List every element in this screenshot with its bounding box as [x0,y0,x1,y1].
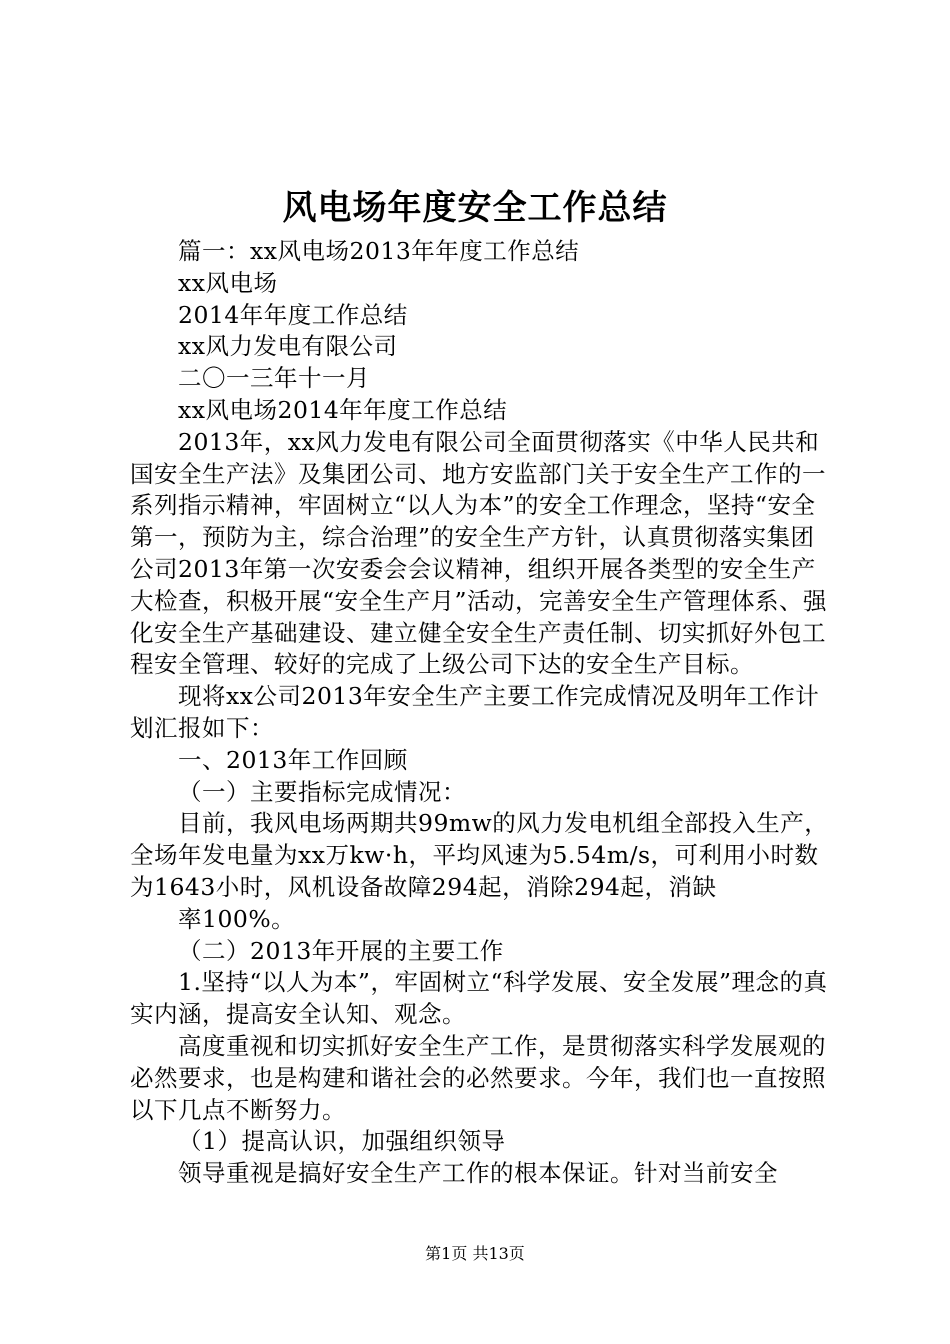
paragraph-cover-company: xx风力发电有限公司 [178,332,398,361]
page-footer: 第1页 共13页 [425,1244,525,1263]
paragraph-leadership: 领导重视是搞好安全生产工作的根本保证。针对当前安全 [178,1159,778,1188]
paragraph-cover-title: 2014年年度工作总结 [178,300,408,329]
paragraph-report-intro: 现将xx公司2013年安全生产主要工作完成情况及明年工作计划汇报如下： [130,682,820,742]
paragraph-subtitle: xx风电场2014年年度工作总结 [178,395,508,424]
document-body [130,236,836,1190]
paragraph-item-1: 1.坚持“以人为本”，牢固树立“科学发展、安全发展”理念的真实内涵，提高安全认知、观念。 [130,968,828,1029]
paragraph-heading-review: 一、2013年工作回顾 [178,745,408,774]
paragraph-importance: 高度重视和切实抓好安全生产工作，是贯彻落实科学发展观的必然要求，也是构建和谐社会的必然要求。今年，我们也一直按照以下几点不断努力。 [130,1031,826,1124]
paragraph-indicators: 目前，我风电场两期共99mw的风力发电机组全部投入生产，全场年发电量为xx万kw·h，平均风速为5.54m/s，可利用小时数为1643小时，风机设备故障294起，消除294起，消缺 [130,809,829,901]
document-title: 风电场年度安全工作总结 [282,188,668,228]
paragraph-cover-site: xx风电场 [178,268,278,297]
paragraph-heading-main-work: （二）2013年开展的主要工作 [178,936,504,965]
paragraph-intro: 2013年，xx风力发电有限公司全面贯彻落实《中华人民共和国安全生产法》及集团公司、地方安监部门关于安全生产工作的一系列指示精神，牢固树立“以人为本”的安全工作理念，坚持“安全第一，预防为主，综合治理”的安全生产方针，认真贯彻落实集团公司2013年第一次安委会会议精神，组织开展各类型的安全生产大检查，积极开展“安全生产月”活动，完善安全生产管理体系、强化安全生产基础建设、建立健全安全生产责任制、切实抓好外包工程安全管理、较好的完成了上级公司下达的安全生产目标。 [130,427,828,679]
paragraph-indicators-rate: 率100%。 [178,904,296,933]
paragraph-heading-leadership: （1）提高认识，加强组织领导 [178,1127,506,1156]
paragraph-cover-date: 二〇一三年十一月 [178,364,370,393]
paragraph-section-heading: 篇一：xx风电场2013年年度工作总结 [178,237,580,265]
paragraph-heading-indicators: （一）主要指标完成情况： [178,777,466,806]
